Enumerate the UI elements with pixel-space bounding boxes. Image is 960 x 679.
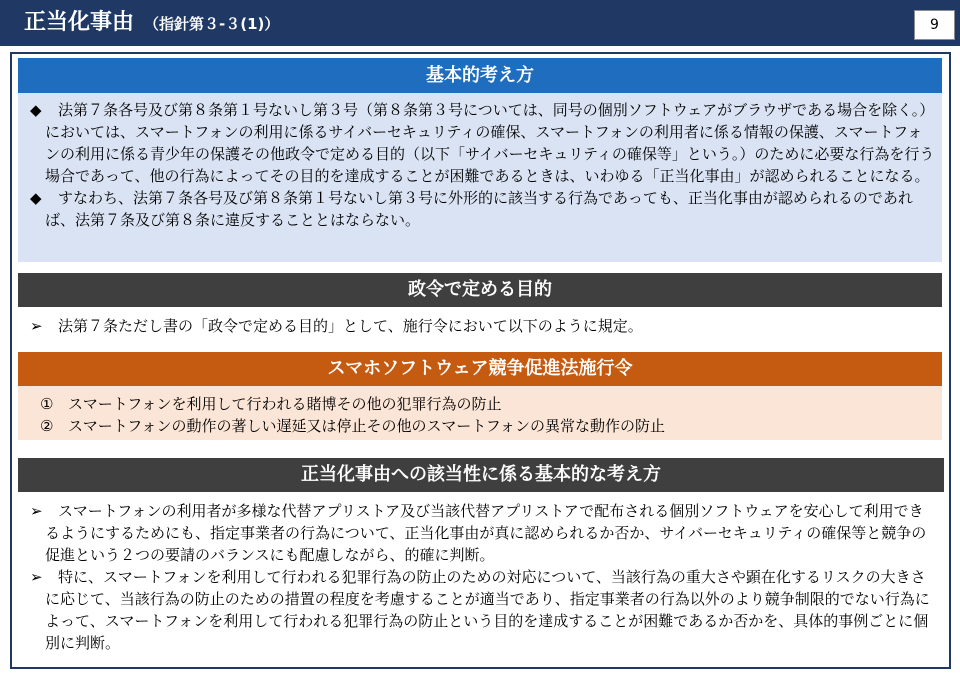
section-heading-approach: 正当化事由への該当性に係る基本的な考え方: [18, 458, 944, 492]
page-title-reference: （指針第３-３(1)）: [144, 15, 280, 33]
section-body-ordinance: [18, 386, 942, 440]
diamond-bullet: ◆: [30, 101, 42, 119]
number-marker: ②: [40, 417, 54, 435]
section-body-basic: [18, 93, 942, 262]
list-item-text: スマートフォンの利用者が多様な代替アプリストア及び当該代替アプリストアで配布される個別ソフトウェアを安心して利用できるようにするためにも、指定事業者の行為について、正当化事由が真に認められるか否か、サイバーセキュリティの確保等と競争の促進という２つの要請のバランスにも配慮しながら、的確に判断。: [45, 502, 927, 564]
page-number: 9: [914, 10, 955, 40]
section-heading-ordinance: スマホソフトウェア競争促進法施行令: [18, 352, 942, 386]
section-body-purpose: [18, 315, 942, 341]
page-title: [24, 7, 279, 39]
section-heading-basic: 基本的考え方: [18, 58, 942, 93]
list-item: [18, 187, 937, 231]
page-title-main: 正当化事由: [24, 10, 135, 35]
list-item-text: すなわち、法第７条各号及び第８条第１号ないし第３号に外形的に該当する行為であっても、正当化事由が認められるのであれば、法第７条及び第８条に違反することとはならない。: [45, 189, 913, 229]
list-item: [18, 566, 937, 654]
list-item-text: 法第７条各号及び第８条第１号ないし第３号（第８条第３号については、同号の個別ソフトウェアがブラウザである場合を除く。）においては、スマートフォンの利用に係るサイバーセキュリティの確保、スマートフォンの利用者に係る情報の保護、スマートフォンの利用に係る青少年の保護その他政令で定める目的（以下「サイバーセキュリティの確保等」という。）のために必要な行為を行う場合であって、他の行為によってその目的を達成することが困難であるときは、いわゆる「正当化事由」が認められることになる。: [45, 101, 935, 185]
list-item: [18, 500, 937, 566]
diamond-bullet: ◆: [30, 189, 42, 207]
list-item-text: スマートフォンの動作の著しい遅延又は停止その他のスマートフォンの異常な動作の防止: [68, 417, 666, 435]
list-item: [18, 393, 937, 415]
number-marker: ①: [40, 395, 54, 413]
list-item: [18, 415, 937, 437]
section-heading-purpose: 政令で定める目的: [18, 273, 942, 307]
arrow-bullet: ➢: [30, 568, 43, 586]
list-item-text: 法第７条ただし書の「政令で定める目的」として、施行令において以下のように規定。: [58, 317, 643, 335]
arrow-bullet: ➢: [30, 502, 43, 520]
list-item: [18, 99, 937, 187]
list-item-text: スマートフォンを利用して行われる賭博その他の犯罪行為の防止: [68, 395, 502, 413]
arrow-bullet: ➢: [30, 317, 43, 335]
section-body-approach: [18, 500, 942, 664]
list-item: [18, 315, 937, 337]
list-item-text: 特に、スマートフォンを利用して行われる犯罪行為の防止のための対応について、当該行為の重大さや顕在化するリスクの大きさに応じて、当該行為の防止のための措置の程度を考慮することが適当であり、指定事業者の行為以外のより競争制限的でない行為によって、スマートフォンを利用して行われる犯罪行為の防止という目的を達成することが困難であるか否かを、具体的事例ごとに個別に判断。: [45, 568, 930, 652]
